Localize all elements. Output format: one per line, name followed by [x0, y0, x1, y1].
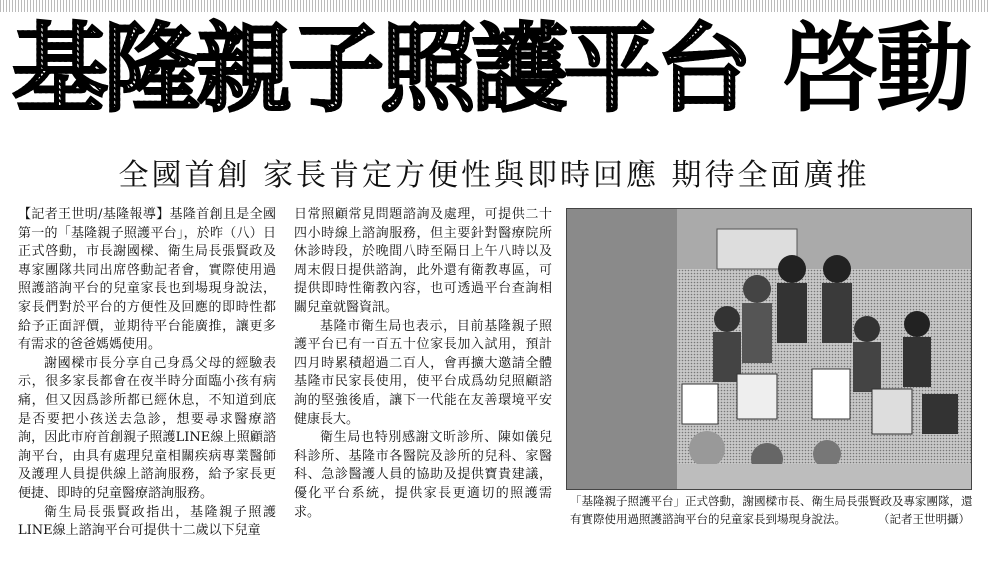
headline-main: 基隆親子照護平台 [12, 13, 748, 125]
subheadline: 全國首創 家長肯定方便性與即時回應 期待全面廣推 [118, 158, 870, 193]
headline-tail: 啓動 [782, 13, 970, 125]
group-photo-illustration [567, 209, 971, 489]
top-border-stripe [0, 0, 988, 12]
paragraph: 衛生局長張賢政指出，基隆親子照護LINE線上諮詢平台可提供十二歲以下兒童 [18, 504, 276, 539]
paragraph: 謝國樑市長分享自己身爲父母的經驗表示，很多家長都會在夜半時分面臨小孩有病痛，但又因爲診所都已經休息，不知道到底是否要把小孩送去急診，想要尋求醫療諮詢，因此市府首創親子照護LINE線上照顧諮詢平台，由具有處理兒童相關疾病專業醫師及護理人員提供線上諮詢服務，給予家長更便捷、即時的兒童醫療諮詢服務。 [18, 355, 276, 501]
article-column-2 [294, 206, 552, 522]
photo-credit: （記者王世明攝） [878, 512, 970, 526]
caption-text: 「基隆親子照護平台」正式啓動，謝國樑市長、衛生局長張賢政及專家團隊，還有實際使用過照護諮詢平台的兒童家長到場現身說法。 [570, 494, 973, 526]
paragraph: 衛生局也特別感謝文昕診所、陳如儀兒科診所、基隆市各醫院及診所的兒科、家醫科、急診醫護人員的協助及提供寶貴建議，優化平台系統，提供家長更適切的照護需求。 [294, 430, 552, 520]
article-column-1 [18, 206, 276, 541]
photo-caption [570, 492, 974, 528]
paragraph: 【記者王世明/基隆報導】基隆首創且是全國第一的「基隆親子照護平台」，於昨（八）日正式啓動，市長謝國樑、衛生局長張賢政及專家團隊共同出席啓動記者會，實際使用過照護諮詢平台的兒童家長也到場現身說法，家長們對於平台的方便性及回應的即時性都給予正面評價，並期待平台能廣推，讓更多有需求的爸爸媽媽使用。 [18, 207, 276, 353]
paragraph: 日常照顧常見問題諮詢及處理，可提供二十四小時線上諮詢服務，但主要針對醫療院所休診時段，於晚間八時至隔日上午八時以及周末假日提供諮詢，此外還有衛教專區，可提供即時性衛教內容，也可透過平台查詢相關兒童就醫資訊。 [294, 207, 552, 315]
paragraph: 基隆市衛生局也表示，目前基隆親子照護平台已有一百五十位家長加入試用，預計四月時累積超過二百人，會再擴大邀請全體基隆市民家長使用，使平台成爲幼兒照顧諮詢的堅強後盾，讓下一代能在友善環境平安健康長大。 [294, 318, 552, 427]
news-photo [566, 208, 972, 490]
headline [12, 14, 970, 124]
